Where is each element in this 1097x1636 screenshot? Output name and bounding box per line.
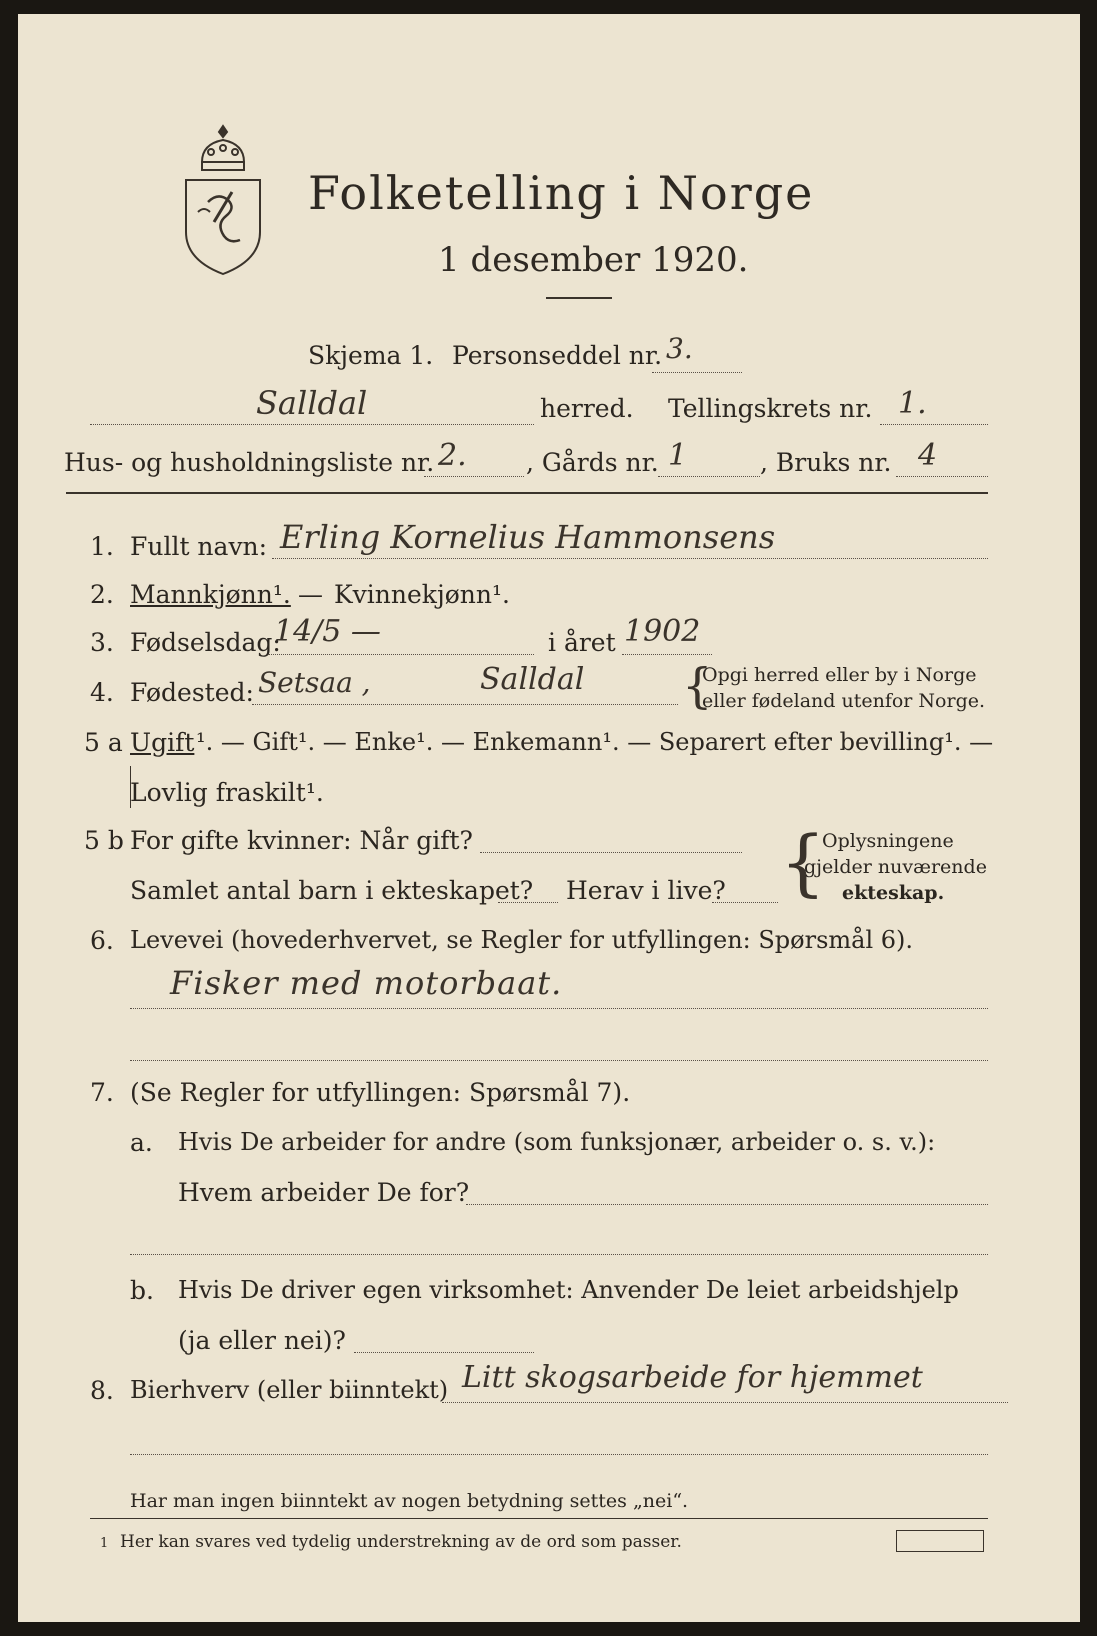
q4-line — [252, 704, 678, 705]
tellingskrets-label: Tellingskrets nr. — [668, 394, 873, 423]
q6-answer-line — [130, 1008, 988, 1009]
q5b-note-line1: Oplysningene — [822, 830, 954, 852]
q4-label: Fødested: — [130, 678, 254, 707]
q5b-note-bracket: { — [780, 820, 826, 904]
q5a-ugift-mark — [130, 766, 131, 808]
q5b-label3: Herav i live? — [566, 876, 726, 905]
q7-label: (Se Regler for utfyllingen: Spørsmål 7). — [130, 1078, 631, 1107]
q2-number: 2. — [90, 580, 114, 609]
q8-line — [442, 1402, 1008, 1403]
tellingskrets-value[interactable]: 1. — [898, 386, 927, 421]
bruks-value[interactable]: 4 — [918, 438, 938, 473]
header-rule — [66, 492, 988, 494]
q5a-options[interactable]: ¹. — Gift¹. — Enke¹. — Enkemann¹. — Separert efter bevilling¹. — — [196, 728, 994, 756]
title-divider — [546, 297, 612, 299]
herred-value[interactable]: Salldal — [256, 384, 368, 422]
q7a-line — [466, 1204, 988, 1205]
q4-note-line2: eller fødeland utenfor Norge. — [702, 690, 986, 712]
q7a-text: Hvis De arbeider for andre (som funksjonær, arbeider o. s. v.): — [178, 1128, 936, 1156]
personseddel-line — [652, 372, 742, 373]
footnote-mark: 1 — [100, 1536, 109, 1551]
norwegian-coat-of-arms-icon — [178, 122, 268, 282]
q4-note-bracket: { — [682, 658, 713, 714]
q7b-text2: (ja eller nei)? — [178, 1326, 346, 1355]
skjema-label: Skjema 1. — [308, 341, 434, 370]
q5b-children-line — [498, 902, 558, 903]
herred-line — [90, 424, 534, 425]
q7-number: 7. — [90, 1078, 114, 1107]
q1-number: 1. — [90, 532, 114, 561]
q5a-line2[interactable]: Lovlig fraskilt¹. — [130, 778, 324, 807]
q8-answer[interactable]: Litt skogsarbeide for hjemmet — [462, 1360, 923, 1395]
q5b-note-line2: gjelder nuværende — [804, 856, 987, 878]
q3-number: 3. — [90, 628, 114, 657]
q3-day-line — [268, 654, 534, 655]
q6-extra-line — [130, 1060, 988, 1061]
q4-herred-answer[interactable]: Salldal — [480, 662, 585, 697]
tellingskrets-line — [880, 424, 988, 425]
footnote-text: Her kan svares ved tydelig understrekning av de ord som passer. — [120, 1532, 682, 1552]
q3-year-line — [622, 654, 712, 655]
q6-answer[interactable]: Fisker med motorbaat. — [170, 964, 563, 1002]
q7b-letter: b. — [130, 1276, 154, 1305]
q5a-ugift-option[interactable]: Ugift — [130, 728, 195, 757]
q8-label: Bierhverv (eller biinntekt) — [130, 1376, 449, 1404]
q6-number: 6. — [90, 926, 114, 955]
q4-place-answer[interactable]: Setsaa , — [258, 666, 371, 699]
q4-note-line1: Opgi herred eller by i Norge — [702, 664, 977, 686]
form-title: Folketelling i Norge — [308, 166, 815, 220]
q5a-number: 5 a — [84, 728, 123, 757]
personseddel-label: Personseddel nr. — [452, 341, 663, 370]
q3-day-answer[interactable]: 14/5 — — [274, 614, 381, 649]
q7a-text2: Hvem arbeider De for? — [178, 1178, 470, 1207]
bruks-line — [896, 476, 988, 477]
q8-number: 8. — [90, 1376, 114, 1405]
q8-extra-line — [130, 1454, 988, 1455]
q2-male-option[interactable]: Mannkjønn¹. — [130, 580, 291, 609]
q3-year-answer[interactable]: 1902 — [624, 614, 701, 649]
hus-value[interactable]: 2. — [438, 438, 467, 473]
q2-female-option[interactable]: Kvinnekjønn¹. — [334, 580, 510, 609]
q5b-note-line3: ekteskap. — [842, 882, 945, 904]
q1-line — [272, 558, 988, 559]
q6-label: Levevei (hovederhvervet, se Regler for utfyllingen: Spørsmål 6). — [130, 926, 914, 954]
herred-label: herred. — [540, 394, 634, 423]
q2-separator: — — [298, 580, 323, 609]
census-date: 1 desember 1920. — [438, 240, 749, 280]
q1-label: Fullt navn: — [130, 532, 268, 561]
q5b-married-line — [480, 852, 742, 853]
footer-divider — [90, 1518, 988, 1519]
q5b-number: 5 b — [84, 826, 124, 855]
gards-line — [658, 476, 760, 477]
footer-note: Har man ingen biinntekt av nogen betydning settes „nei“. — [130, 1490, 689, 1512]
q1-answer[interactable]: Erling Kornelius Hammonsens — [280, 518, 776, 556]
q3-year-label: i året — [548, 628, 616, 657]
census-form — [18, 14, 1080, 1622]
q7b-line — [354, 1352, 534, 1353]
q3-label: Fødselsdag: — [130, 628, 281, 657]
hus-label: Hus- og husholdningsliste nr. — [64, 448, 435, 477]
q7b-text: Hvis De driver egen virksomhet: Anvender De leiet arbeidshjelp — [178, 1276, 959, 1304]
q5b-label1: For gifte kvinner: Når gift? — [130, 826, 473, 855]
q5b-alive-line — [712, 902, 778, 903]
q7a-letter: a. — [130, 1128, 153, 1157]
hus-line — [424, 476, 524, 477]
gards-value[interactable]: 1 — [668, 438, 688, 473]
personseddel-value[interactable]: 3. — [666, 332, 693, 365]
q4-number: 4. — [90, 678, 114, 707]
bruks-label: , Bruks nr. — [760, 448, 892, 477]
gards-label: , Gårds nr. — [526, 448, 659, 477]
q5b-label2: Samlet antal barn i ekteskapet? — [130, 876, 534, 905]
q7a-extra-line — [130, 1254, 988, 1255]
printer-stamp — [896, 1530, 984, 1552]
